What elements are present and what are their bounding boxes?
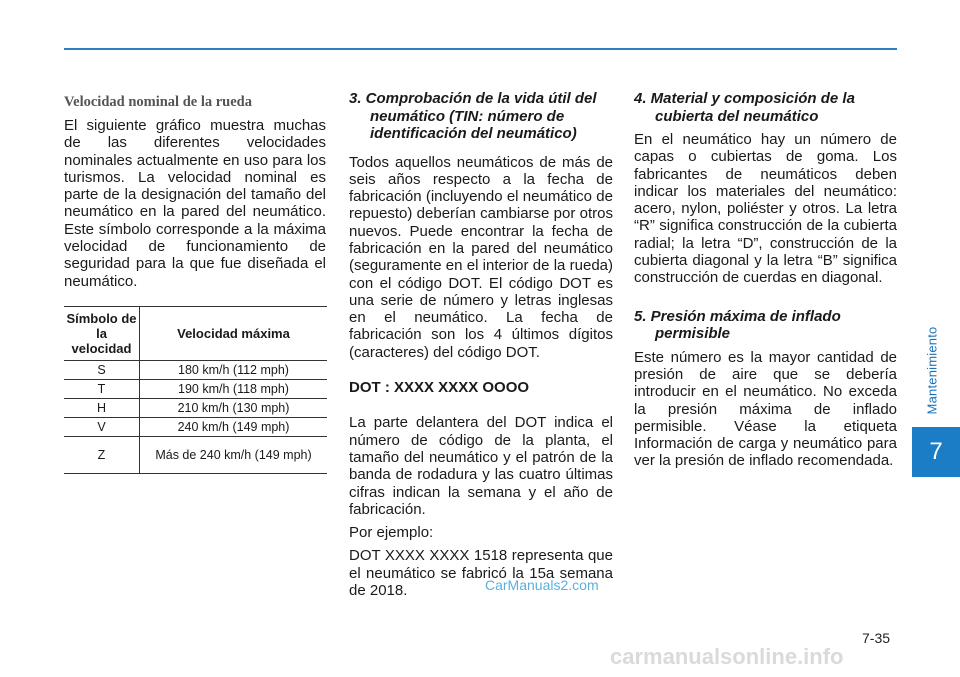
- table-cell-symbol: Z: [64, 437, 140, 474]
- pressure-paragraph: Este número es la mayor cantidad de presión de aire que se debería introducir en el neumático. No exceda la presión máxima de inflado permisible. Véase la etiqueta Información de carga y neumático para ver la presión de inflado recomendada.: [634, 348, 897, 470]
- table-header-speed: Velocidad máxima: [140, 307, 328, 361]
- page-number: 7-35: [862, 630, 891, 646]
- table-row: [64, 437, 327, 474]
- table-header-symbol: Símbolo de la velocidad: [64, 307, 140, 361]
- table-cell-symbol: S: [64, 361, 140, 380]
- wheel-speed-heading: Velocidad nominal de la rueda: [64, 94, 252, 110]
- table-row: [64, 380, 327, 399]
- table-cell-symbol: T: [64, 380, 140, 399]
- example-text: DOT XXXX XXXX 1518 representa que el neumático se fabricó la 15a semana de 2018.: [349, 547, 613, 600]
- table-header-row: [64, 307, 327, 361]
- table-cell-speed: 180 km/h (112 mph): [140, 361, 328, 380]
- table-row: [64, 418, 327, 437]
- column-1: [64, 90, 326, 290]
- material-heading: 4. Material y composición de la cubierta del neumático: [634, 90, 855, 125]
- table-row: [64, 399, 327, 418]
- tin-heading: 3. Comprobación de la vida útil del neumático (TIN: número de identificación del neumático): [349, 90, 597, 142]
- table-row: [64, 361, 327, 380]
- watermark-small[interactable]: CarManuals2.com: [485, 577, 599, 593]
- watermark-large[interactable]: carmanualsonline.info: [610, 644, 844, 669]
- wheel-speed-paragraph: El siguiente gráfico muestra muchas de las diferentes velocidades nominales actualmente en uso para los turismos. La velocidad nominal es parte de la designación del tamaño del neumático en la pared del neumático. Este símbolo corresponde a la máxima velocidad de funcionamiento de seguridad para la que fue diseñada el neumático.: [64, 117, 326, 290]
- section-label-text: Mantenimiento: [924, 326, 940, 414]
- pressure-heading: 5. Presión máxima de inflado permisible: [634, 307, 841, 343]
- table-cell-speed: 210 km/h (130 mph): [140, 399, 328, 418]
- speed-rating-table: [64, 306, 327, 474]
- material-paragraph: En el neumático hay un número de capas o cubiertas de goma. Los fabricantes de neumáticos deben indicar los materiales del neumático: acero, nylon, poliéster y otros. La letra “R” significa construcción de la cubierta radial; la letra “D”, construcción de la cubierta diagonal y la letra “B” significa construcción de cuerdas en diagonal.: [634, 131, 897, 287]
- section-label: [919, 300, 945, 440]
- table-cell-speed: Más de 240 km/h (149 mph): [140, 437, 328, 474]
- chapter-tab[interactable]: 7: [912, 427, 960, 477]
- column-3: [634, 90, 897, 470]
- table-cell-symbol: H: [64, 399, 140, 418]
- table-cell-speed: 240 km/h (149 mph): [140, 418, 328, 437]
- header-rule: [64, 48, 897, 50]
- example-label: Por ejemplo:: [349, 524, 434, 542]
- table-cell-speed: 190 km/h (118 mph): [140, 380, 328, 399]
- tin-paragraph: Todos aquellos neumáticos de más de seis años respecto a la fecha de fabricación (incluyendo el neumático de repuesto) deberían cambiarse por otros nuevos. Puede encontrar la fecha de fabricación en la pared del neumático (seguramente en el interior de la rueda) con el código DOT. El código DOT es una serie de número y letras inglesas en el neumático. La fecha de fabricación son los 4 últimos dígitos (caracteres) del código DOT.: [349, 153, 613, 361]
- column-2: [349, 90, 613, 599]
- dot-code: DOT : XXXX XXXX OOOO: [349, 379, 530, 397]
- table-cell-symbol: V: [64, 418, 140, 437]
- dot-explanation: La parte delantera del DOT indica el número de código de la planta, el tamaño del neumático y el patrón de la banda de rodadura y las cuatro últimas cifras indican la semana y el año de fabricación.: [349, 414, 613, 518]
